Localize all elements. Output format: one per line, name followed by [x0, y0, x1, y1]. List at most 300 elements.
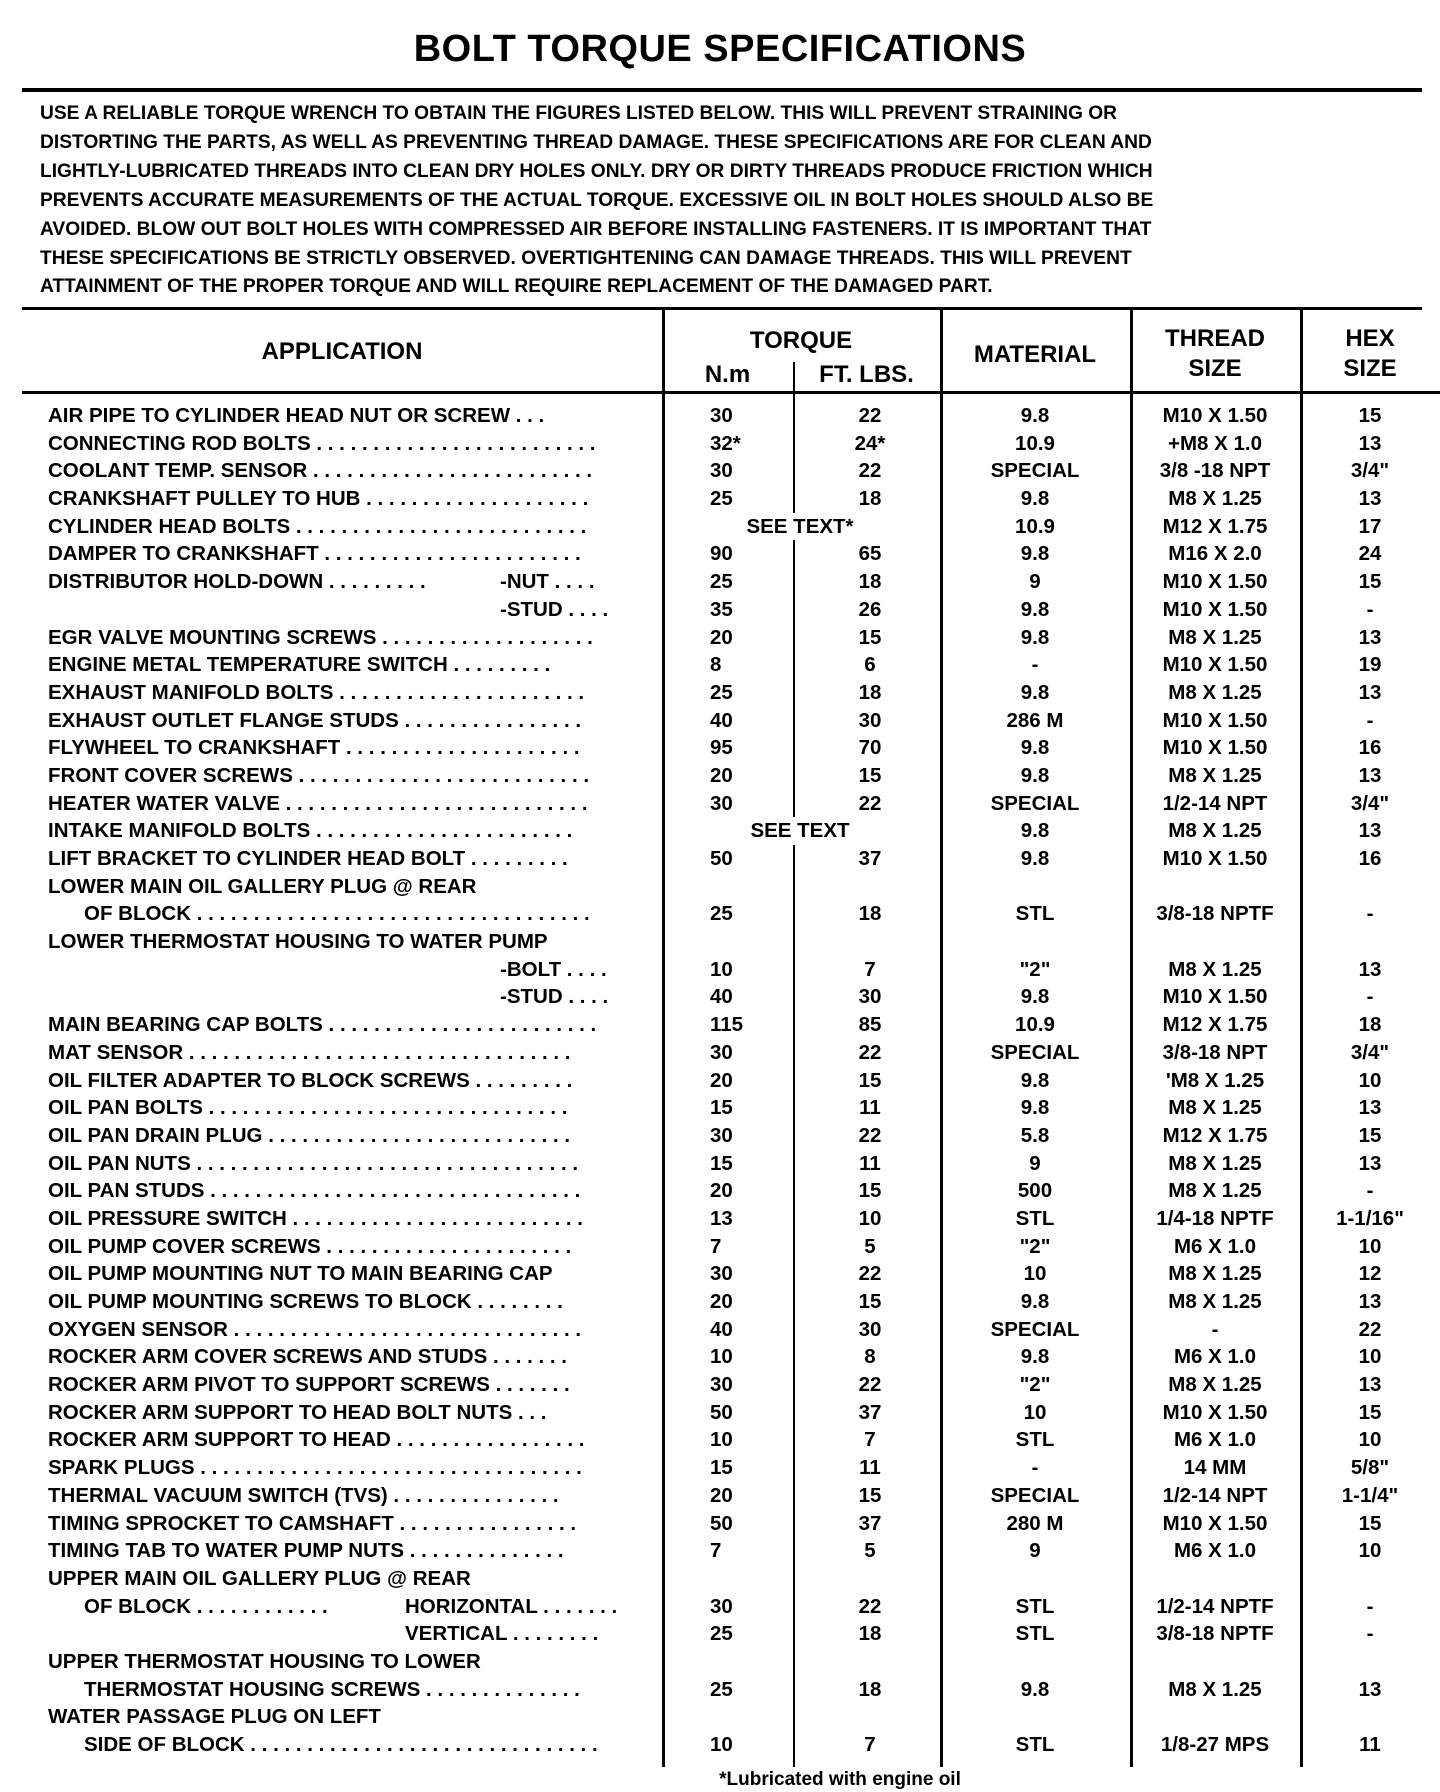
table-row — [0, 1150, 1440, 1178]
cell-application-sub: -BOLT . . . . — [500, 957, 607, 981]
cell-material: SPECIAL — [990, 1317, 1080, 1341]
table-row — [0, 928, 1440, 956]
header-nm: N.m — [704, 361, 751, 388]
cell-torque-nm: 32* — [710, 431, 741, 455]
cell-hex-size: 13 — [1358, 487, 1382, 511]
cell-hex-size: 1-1/4" — [1341, 1483, 1399, 1507]
header-thread-size — [1130, 324, 1300, 384]
cell-application: SIDE OF BLOCK . . . . . . . . . . . . . . . . . . . . . . . . . . . . . . . — [84, 1733, 598, 1756]
table-row — [0, 624, 1440, 652]
cell-material: 9.8 — [1020, 1677, 1050, 1701]
cell-torque-nm: 20 — [710, 763, 733, 787]
cell-hex-size: 13 — [1358, 1151, 1382, 1175]
cell-torque-nm: 90 — [710, 542, 733, 566]
header-thread-line1: THREAD — [1165, 325, 1265, 352]
table-row — [0, 1288, 1440, 1316]
intro-line: USE A RELIABLE TORQUE WRENCH TO OBTAIN THE FIGURES LISTED BELOW. THIS WILL PREVENT STRAINING OR — [40, 103, 1118, 124]
cell-torque-nm: 7 — [710, 1234, 722, 1258]
cell-torque-ftlbs: 70 — [858, 736, 882, 760]
header-application: APPLICATION — [261, 338, 423, 365]
cell-torque-nm: 30 — [710, 1123, 733, 1147]
cell-hex-size: 15 — [1358, 570, 1382, 594]
table-row — [0, 1731, 1440, 1759]
cell-torque-ftlbs: 18 — [858, 902, 882, 926]
cell-torque-nm: 30 — [710, 1594, 733, 1618]
table-row — [0, 1316, 1440, 1344]
cell-torque-ftlbs: 18 — [858, 1622, 882, 1646]
cell-torque-ftlbs: 24* — [854, 431, 886, 455]
cell-application: CYLINDER HEAD BOLTS . . . . . . . . . . . . . . . . . . . . . . . . . . — [48, 514, 587, 538]
cell-material: 5.8 — [1020, 1123, 1050, 1147]
table-row — [0, 956, 1440, 984]
intro-line: AVOIDED. BLOW OUT BOLT HOLES WITH COMPRESSED AIR BEFORE INSTALLING FASTENERS. IT IS IMPORTANT THAT — [40, 218, 1152, 240]
cell-application-sub: -NUT . . . . — [500, 570, 595, 594]
cell-hex-size: - — [1366, 708, 1374, 732]
cell-application: FRONT COVER SCREWS . . . . . . . . . . . . . . . . . . . . . . . . . . — [48, 763, 590, 787]
cell-application: MAIN BEARING CAP BOLTS . . . . . . . . . . . . . . . . . . . . . . . . — [48, 1013, 597, 1037]
table-row — [0, 1205, 1440, 1233]
cell-application: HEATER WATER VALVE . . . . . . . . . . . . . . . . . . . . . . . . . . . — [48, 791, 588, 815]
cell-thread-size: M8 X 1.25 — [1168, 1096, 1262, 1120]
cell-material: SPECIAL — [990, 1483, 1080, 1507]
cell-application: UPPER THERMOSTAT HOUSING TO LOWER — [48, 1649, 481, 1673]
table-row — [0, 596, 1440, 624]
cell-hex-size: 13 — [1358, 1677, 1382, 1701]
cell-application: CONNECTING ROD BOLTS . . . . . . . . . . . . . . . . . . . . . . . . . — [48, 431, 596, 455]
cell-hex-size: 13 — [1358, 680, 1382, 704]
cell-torque-nm: 40 — [710, 708, 733, 732]
cell-application: DISTRIBUTOR HOLD-DOWN . . . . . . . . . — [48, 570, 426, 594]
cell-material: "2" — [1019, 1234, 1051, 1258]
cell-application: CRANKSHAFT PULLEY TO HUB . . . . . . . . . . . . . . . . . . . . — [48, 487, 589, 511]
cell-torque-ftlbs: 11 — [859, 1151, 881, 1175]
cell-application-sub: HORIZONTAL . . . . . . . — [405, 1594, 618, 1618]
table-row — [0, 457, 1440, 485]
cell-thread-size: 'M8 X 1.25 — [1165, 1068, 1265, 1092]
cell-hex-size: 22 — [1358, 1317, 1382, 1341]
cell-material: 9 — [1029, 570, 1041, 594]
cell-hex-size: 10 — [1358, 1345, 1382, 1369]
cell-torque-ftlbs: 18 — [858, 1677, 882, 1701]
cell-application-sub: -STUD . . . . — [500, 597, 609, 621]
cell-thread-size: M6 X 1.0 — [1173, 1345, 1257, 1369]
table-row — [0, 402, 1440, 430]
table-row — [0, 651, 1440, 679]
cell-torque-nm: 25 — [710, 487, 733, 511]
cell-application: OIL PAN BOLTS . . . . . . . . . . . . . . . . . . . . . . . . . . . . . . . . — [48, 1096, 568, 1120]
cell-material: 9.8 — [1020, 1345, 1050, 1369]
cell-hex-size: 16 — [1358, 847, 1382, 870]
cell-torque-ftlbs: 65 — [858, 542, 882, 566]
cell-application: EXHAUST OUTLET FLANGE STUDS . . . . . . . . . . . . . . . . — [48, 708, 582, 732]
cell-torque-nm: 7 — [710, 1539, 722, 1563]
cell-hex-size: 3/4" — [1350, 1040, 1390, 1064]
table-row — [0, 1343, 1440, 1371]
cell-thread-size: M10 X 1.50 — [1162, 653, 1268, 677]
cell-torque-nm: 30 — [710, 404, 733, 427]
cell-application: OIL FILTER ADAPTER TO BLOCK SCREWS . . . . . . . . . — [48, 1068, 573, 1092]
title-rule — [22, 88, 1422, 92]
header-hex-size — [1300, 324, 1440, 384]
cell-see-text: SEE TEXT — [700, 817, 900, 845]
cell-torque-ftlbs: 22 — [858, 1373, 882, 1397]
cell-application: THERMAL VACUUM SWITCH (TVS) . . . . . . . . . . . . . . . — [48, 1483, 559, 1507]
cell-application: ROCKER ARM COVER SCREWS AND STUDS . . . . . . . — [48, 1345, 567, 1369]
cell-thread-size: - — [1211, 1317, 1219, 1341]
table-row — [0, 762, 1440, 790]
cell-material: STL — [1015, 1428, 1055, 1452]
cell-material: - — [1031, 653, 1039, 677]
table-row — [0, 1593, 1440, 1621]
table-row — [0, 707, 1440, 735]
cell-torque-ftlbs: 22 — [858, 1123, 882, 1147]
intro-line: PREVENTS ACCURATE MEASUREMENTS OF THE ACTUAL TORQUE. EXCESSIVE OIL IN BOLT HOLES SHOULD ALSO BE — [40, 189, 1154, 211]
cell-application: ROCKER ARM PIVOT TO SUPPORT SCREWS . . . . . . . — [48, 1373, 570, 1397]
cell-torque-ftlbs: 5 — [864, 1234, 876, 1258]
cell-material: 9.8 — [1020, 487, 1050, 511]
cell-material: STL — [1015, 1594, 1055, 1618]
cell-application: INTAKE MANIFOLD BOLTS . . . . . . . . . . . . . . . . . . . . . . . — [48, 819, 573, 843]
cell-thread-size: M8 X 1.25 — [1168, 1373, 1262, 1397]
cell-torque-ftlbs: 37 — [858, 847, 882, 870]
cell-hex-size: 17 — [1358, 514, 1382, 538]
cell-hex-size: - — [1366, 1622, 1374, 1646]
table-row — [0, 1703, 1440, 1731]
cell-torque-nm: 50 — [710, 1400, 733, 1424]
cell-material: 9.8 — [1020, 625, 1050, 649]
cell-thread-size: M10 X 1.50 — [1162, 985, 1268, 1009]
cell-thread-size: M10 X 1.50 — [1162, 404, 1268, 427]
intro-line: ATTAINMENT OF THE PROPER TORQUE AND WILL REQUIRE REPLACEMENT OF THE DAMAGED PART. — [40, 276, 993, 298]
cell-application: MAT SENSOR . . . . . . . . . . . . . . . . . . . . . . . . . . . . . . . . . . — [48, 1040, 571, 1064]
header-rule — [22, 391, 1440, 394]
cell-material: SPECIAL — [990, 459, 1080, 483]
cell-thread-size: M10 X 1.50 — [1162, 708, 1268, 732]
table-row — [0, 1039, 1440, 1067]
cell-application-sub: -STUD . . . . — [500, 985, 609, 1009]
cell-material: 9.8 — [1020, 597, 1050, 621]
table-row — [0, 1454, 1440, 1482]
cell-torque-nm: 13 — [710, 1206, 733, 1230]
cell-torque-ftlbs: 15 — [858, 625, 882, 649]
cell-torque-ftlbs: 22 — [858, 1040, 882, 1064]
cell-hex-size: 13 — [1358, 819, 1382, 843]
cell-application: ROCKER ARM SUPPORT TO HEAD BOLT NUTS . . . — [48, 1400, 547, 1424]
cell-torque-ftlbs: 7 — [864, 1428, 876, 1452]
cell-material: 10 — [1023, 1400, 1047, 1424]
cell-material: - — [1031, 1456, 1039, 1480]
cell-torque-nm: 115 — [710, 1013, 744, 1037]
cell-material: 9.8 — [1020, 1096, 1050, 1120]
cell-hex-size: 24 — [1358, 542, 1382, 566]
cell-torque-nm: 10 — [710, 1428, 733, 1452]
cell-hex-size: 5/8" — [1350, 1456, 1390, 1480]
cell-application: ROCKER ARM SUPPORT TO HEAD . . . . . . . . . . . . . . . . . — [48, 1428, 585, 1452]
cell-torque-nm: 15 — [710, 1096, 733, 1120]
cell-torque-ftlbs: 30 — [858, 708, 882, 732]
cell-thread-size: +M8 X 1.0 — [1167, 431, 1262, 455]
cell-thread-size: M8 X 1.25 — [1168, 680, 1262, 704]
table-row — [0, 1011, 1440, 1039]
cell-torque-ftlbs: 22 — [858, 404, 882, 427]
cell-torque-ftlbs: 11 — [859, 1456, 881, 1480]
intro-line: THESE SPECIFICATIONS BE STRICTLY OBSERVED. OVERTIGHTENING CAN DAMAGE THREADS. THIS WILL PREVENT — [40, 247, 1132, 269]
cell-hex-size: 15 — [1358, 404, 1382, 427]
cell-torque-nm: 25 — [710, 1677, 733, 1701]
cell-torque-ftlbs: 6 — [864, 653, 876, 677]
cell-thread-size: 3/8-18 NPTF — [1156, 902, 1274, 926]
table-row — [0, 1094, 1440, 1122]
cell-material: SPECIAL — [990, 1040, 1080, 1064]
cell-torque-ftlbs: 15 — [858, 1068, 882, 1092]
cell-torque-nm: 10 — [710, 957, 733, 981]
table-row — [0, 845, 1440, 873]
cell-torque-ftlbs: 85 — [858, 1013, 882, 1037]
cell-material: 10.9 — [1015, 1013, 1055, 1037]
cell-thread-size: 1/4-18 NPTF — [1156, 1206, 1274, 1230]
cell-material: 9.8 — [1020, 819, 1050, 843]
cell-torque-ftlbs: 7 — [864, 957, 876, 981]
cell-torque-ftlbs: 22 — [858, 1262, 882, 1286]
table-row — [0, 1122, 1440, 1150]
cell-torque-ftlbs: 30 — [858, 985, 882, 1009]
intro-paragraph — [40, 100, 1430, 302]
cell-thread-size: M8 X 1.25 — [1168, 1262, 1262, 1286]
header-ft-lbs: FT. LBS. — [819, 361, 914, 388]
cell-torque-nm: 30 — [710, 1373, 733, 1397]
cell-thread-size: M10 X 1.50 — [1162, 570, 1268, 594]
cell-material: STL — [1015, 1733, 1055, 1756]
cell-torque-ftlbs: 22 — [858, 1594, 882, 1618]
cell-hex-size: 12 — [1358, 1262, 1382, 1286]
table-row — [0, 1676, 1440, 1704]
cell-material: 9.8 — [1020, 1290, 1050, 1313]
cell-material: 9.8 — [1020, 1068, 1050, 1092]
table-row — [0, 679, 1440, 707]
cell-thread-size: 3/8-18 NPT — [1162, 1040, 1268, 1064]
cell-application: OIL PRESSURE SWITCH . . . . . . . . . . . . . . . . . . . . . . . . . . — [48, 1206, 583, 1230]
cell-hex-size: 13 — [1358, 1290, 1382, 1313]
cell-material: "2" — [1019, 1373, 1051, 1397]
cell-torque-nm: 30 — [710, 791, 733, 815]
cell-application: SPARK PLUGS . . . . . . . . . . . . . . . . . . . . . . . . . . . . . . . . . . — [48, 1456, 582, 1480]
cell-application: OIL PUMP MOUNTING SCREWS TO BLOCK . . . . . . . . — [48, 1290, 563, 1313]
cell-application: OIL PAN NUTS . . . . . . . . . . . . . . . . . . . . . . . . . . . . . . . . . . — [48, 1151, 579, 1175]
cell-application: OF BLOCK . . . . . . . . . . . . . . . . . . . . . . . . . . . . . . . . . . . — [84, 902, 590, 926]
cell-torque-nm: 25 — [710, 1622, 733, 1646]
cell-torque-ftlbs: 7 — [864, 1733, 876, 1756]
cell-thread-size: M8 X 1.25 — [1168, 1677, 1262, 1701]
table-row — [0, 817, 1440, 845]
cell-application: WATER PASSAGE PLUG ON LEFT — [48, 1705, 381, 1729]
cell-torque-ftlbs: 37 — [858, 1400, 882, 1424]
cell-torque-nm: 40 — [710, 1317, 733, 1341]
cell-material: 9.8 — [1020, 736, 1050, 760]
cell-torque-ftlbs: 18 — [858, 487, 882, 511]
cell-hex-size: - — [1366, 1594, 1374, 1618]
cell-material: 9.8 — [1020, 847, 1050, 870]
cell-application: THERMOSTAT HOUSING SCREWS . . . . . . . . . . . . . . — [84, 1677, 580, 1701]
cell-material: 9.8 — [1020, 985, 1050, 1009]
cell-hex-size: 16 — [1358, 736, 1382, 760]
cell-hex-size: 15 — [1358, 1123, 1382, 1147]
cell-torque-nm: 20 — [710, 625, 733, 649]
cell-thread-size: 14 MM — [1183, 1456, 1247, 1480]
table-row — [0, 1648, 1440, 1676]
cell-thread-size: M8 X 1.25 — [1168, 763, 1262, 787]
cell-application: EXHAUST MANIFOLD BOLTS . . . . . . . . . . . . . . . . . . . . . . — [48, 680, 585, 704]
cell-torque-ftlbs: 5 — [864, 1539, 876, 1563]
table-row — [0, 540, 1440, 568]
cell-hex-size: 15 — [1358, 1400, 1382, 1424]
table-row — [0, 873, 1440, 901]
cell-torque-ftlbs: 10 — [858, 1206, 882, 1230]
cell-torque-ftlbs: 15 — [858, 1290, 882, 1313]
spec-table-body — [0, 402, 1440, 1759]
cell-torque-ftlbs: 22 — [858, 791, 882, 815]
cell-application-sub: VERTICAL . . . . . . . . — [405, 1622, 599, 1646]
table-row — [0, 790, 1440, 818]
cell-hex-size: 13 — [1358, 1373, 1382, 1397]
table-row — [0, 513, 1440, 541]
cell-hex-size: 3/4" — [1350, 459, 1390, 483]
intro-line: DISTORTING THE PARTS, AS WELL AS PREVENTING THREAD DAMAGE. THESE SPECIFICATIONS ARE FOR CLEAN AND — [40, 131, 1152, 153]
cell-torque-nm: 20 — [710, 1179, 733, 1203]
header-material: MATERIAL — [973, 341, 1097, 368]
cell-material: STL — [1015, 902, 1055, 926]
cell-application: LOWER THERMOSTAT HOUSING TO WATER PUMP — [48, 930, 548, 954]
cell-application: AIR PIPE TO CYLINDER HEAD NUT OR SCREW . . . — [48, 404, 545, 427]
cell-hex-size: - — [1366, 597, 1374, 621]
cell-torque-nm: 50 — [710, 847, 733, 870]
cell-thread-size: M10 X 1.50 — [1162, 1400, 1268, 1424]
table-row — [0, 1067, 1440, 1095]
table-row — [0, 1620, 1440, 1648]
cell-thread-size: M6 X 1.0 — [1173, 1234, 1257, 1258]
cell-thread-size: M10 X 1.50 — [1162, 736, 1268, 760]
cell-thread-size: M8 X 1.25 — [1168, 1151, 1262, 1175]
cell-material: 9.8 — [1020, 404, 1050, 427]
header-torque: TORQUE — [749, 327, 853, 354]
cell-torque-nm: 10 — [710, 1733, 733, 1756]
table-row — [0, 1233, 1440, 1261]
cell-hex-size: 11 — [1359, 1733, 1381, 1756]
cell-hex-size: 19 — [1358, 653, 1382, 677]
cell-material: 10 — [1023, 1262, 1047, 1286]
cell-torque-ftlbs: 15 — [858, 1483, 882, 1507]
table-row — [0, 734, 1440, 762]
cell-torque-ftlbs: 30 — [858, 1317, 882, 1341]
cell-application: COOLANT TEMP. SENSOR . . . . . . . . . . . . . . . . . . . . . . . . . — [48, 459, 593, 483]
cell-thread-size: 1/8-27 MPS — [1160, 1733, 1270, 1756]
cell-application: FLYWHEEL TO CRANKSHAFT . . . . . . . . . . . . . . . . . . . . . — [48, 736, 580, 760]
cell-application: OF BLOCK . . . . . . . . . . . . — [84, 1594, 328, 1618]
cell-application: TIMING SPROCKET TO CAMSHAFT . . . . . . . . . . . . . . . . — [48, 1511, 577, 1535]
cell-torque-ftlbs: 18 — [858, 570, 882, 594]
cell-hex-size: 13 — [1358, 625, 1382, 649]
cell-torque-nm: 30 — [710, 459, 733, 483]
table-row — [0, 1537, 1440, 1565]
cell-application: OIL PAN STUDS . . . . . . . . . . . . . . . . . . . . . . . . . . . . . . . . . — [48, 1179, 581, 1203]
cell-material: 10.9 — [1015, 431, 1055, 455]
cell-hex-size: 10 — [1358, 1428, 1382, 1452]
cell-torque-ftlbs: 37 — [858, 1511, 882, 1535]
cell-hex-size: 15 — [1358, 1511, 1382, 1535]
cell-torque-ftlbs: 26 — [858, 597, 882, 621]
cell-material: 9.8 — [1020, 763, 1050, 787]
cell-material: 10.9 — [1015, 514, 1055, 538]
cell-torque-ftlbs: 15 — [858, 1179, 882, 1203]
cell-torque-nm: 15 — [710, 1151, 733, 1175]
cell-hex-size: 10 — [1358, 1234, 1382, 1258]
cell-thread-size: 1/2-14 NPT — [1162, 791, 1268, 815]
cell-thread-size: 1/2-14 NPT — [1162, 1483, 1268, 1507]
header-hex-line1: HEX — [1345, 325, 1395, 352]
table-row — [0, 1565, 1440, 1593]
cell-torque-nm: 25 — [710, 570, 733, 594]
cell-hex-size: 18 — [1358, 1013, 1382, 1037]
cell-hex-size: 1-1/16" — [1336, 1206, 1404, 1230]
table-row — [0, 1482, 1440, 1510]
cell-torque-nm: 8 — [710, 653, 722, 677]
cell-thread-size: 3/8 -18 NPT — [1159, 459, 1271, 483]
cell-torque-ftlbs: 15 — [858, 763, 882, 787]
cell-hex-size: - — [1366, 1179, 1374, 1203]
cell-thread-size: M6 X 1.0 — [1173, 1539, 1257, 1563]
table-row — [0, 1399, 1440, 1427]
table-row — [0, 1371, 1440, 1399]
cell-torque-nm: 10 — [710, 1345, 733, 1369]
cell-torque-ftlbs: 22 — [858, 459, 882, 483]
cell-hex-size: 10 — [1358, 1539, 1382, 1563]
cell-thread-size: M8 X 1.25 — [1168, 487, 1262, 511]
cell-application: EGR VALVE MOUNTING SCREWS . . . . . . . . . . . . . . . . . . . — [48, 625, 593, 649]
cell-torque-nm: 20 — [710, 1290, 733, 1313]
header-hex-line2: SIZE — [1343, 355, 1397, 382]
cell-hex-size: 13 — [1358, 763, 1382, 787]
cell-torque-ftlbs: 11 — [859, 1096, 881, 1120]
cell-thread-size: M6 X 1.0 — [1173, 1428, 1257, 1452]
table-row — [0, 1177, 1440, 1205]
cell-torque-nm: 50 — [710, 1511, 733, 1535]
cell-hex-size: 10 — [1358, 1068, 1382, 1092]
cell-hex-size: - — [1366, 902, 1374, 926]
cell-thread-size: M10 X 1.50 — [1162, 1511, 1268, 1535]
cell-thread-size: 3/8-18 NPTF — [1156, 1622, 1274, 1646]
table-row — [0, 1260, 1440, 1288]
cell-material: 500 — [1017, 1179, 1053, 1203]
cell-torque-nm: 35 — [710, 597, 733, 621]
cell-hex-size: - — [1366, 985, 1374, 1009]
cell-torque-nm: 15 — [710, 1456, 733, 1480]
cell-torque-nm: 25 — [710, 902, 733, 926]
cell-material: 9 — [1029, 1539, 1041, 1563]
cell-application: OIL PUMP MOUNTING NUT TO MAIN BEARING CAP — [48, 1262, 553, 1286]
cell-application: UPPER MAIN OIL GALLERY PLUG @ REAR — [48, 1566, 471, 1590]
cell-material: 286 M — [1006, 708, 1064, 732]
cell-application: LIFT BRACKET TO CYLINDER HEAD BOLT . . . . . . . . . — [48, 847, 568, 870]
table-row — [0, 900, 1440, 928]
cell-thread-size: M8 X 1.25 — [1168, 1290, 1262, 1313]
cell-thread-size: M8 X 1.25 — [1168, 819, 1262, 843]
cell-material: 9.8 — [1020, 542, 1050, 566]
cell-hex-size: 13 — [1358, 431, 1382, 455]
cell-thread-size: M8 X 1.25 — [1168, 625, 1262, 649]
cell-material: 9 — [1029, 1151, 1041, 1175]
cell-torque-nm: 20 — [710, 1068, 733, 1092]
cell-application: LOWER MAIN OIL GALLERY PLUG @ REAR — [48, 874, 477, 898]
cell-thread-size: M10 X 1.50 — [1162, 597, 1268, 621]
